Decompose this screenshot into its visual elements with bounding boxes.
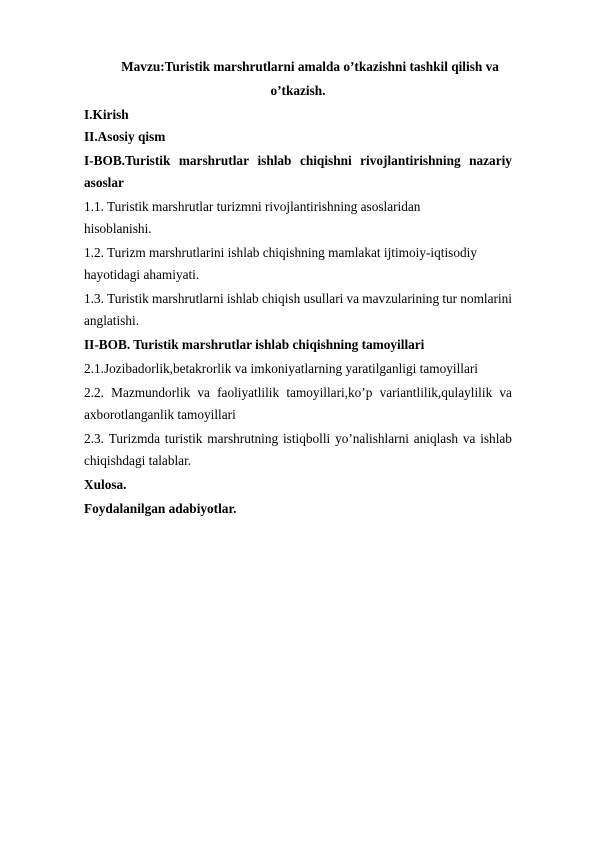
word: mavzularining xyxy=(362,291,440,306)
word: aniqlash xyxy=(413,431,459,446)
toc-section-1-2-line-2: hayotidagi ahamiyati. xyxy=(84,267,200,282)
word: ishlab xyxy=(257,153,292,168)
word: Turizmda xyxy=(108,431,160,446)
word: nazariy xyxy=(469,153,512,168)
toc-section-1-2-line-1: 1.2. Turizm marshrutlarini ishlab chiqishning mamlakat ijtimoiy-iqtisodiy xyxy=(84,245,477,260)
word: 2.2. xyxy=(84,385,104,400)
word: ishlab xyxy=(226,291,259,306)
word: chiqish xyxy=(261,291,301,306)
toc-chapter-2: II-BOB. Turistik marshrutlar ishlab chiqishning tamoyillari xyxy=(84,337,425,352)
word: va xyxy=(462,431,476,446)
word: chiqishni xyxy=(299,153,352,168)
word: turistik xyxy=(164,431,203,446)
word: yo’nalishlarni xyxy=(335,431,409,446)
word: istiqbolli xyxy=(282,431,331,446)
toc-section-2-2-line-1 xyxy=(84,382,512,404)
toc-chapter-1-line-1 xyxy=(84,150,512,172)
document-title-line-1: Mavzu:Turistik marshrutlarni amalda o’tkazishni tashkil qilish va xyxy=(121,59,499,74)
word: variantlilik,qulaylilik xyxy=(379,385,493,400)
toc-section-1-1-line-1: 1.1. Turistik marshrutlar turizmni rivojlantirishning asoslaridan xyxy=(84,199,421,214)
toc-section-1-3-line-1 xyxy=(84,288,512,310)
word: usullari xyxy=(303,291,344,306)
word: tamoyillari,ko’p xyxy=(286,385,373,400)
word: faoliyatlilik xyxy=(217,385,280,400)
toc-section-2-1: 2.1.Jozibadorlik,betakrorlik va imkoniyatlarning yaratilganligi tamoyillari xyxy=(84,361,479,376)
word: ishlab xyxy=(480,431,512,446)
document-title-line-2: o’tkazish. xyxy=(270,83,326,98)
toc-xulosa: Xulosa. xyxy=(84,477,127,492)
toc-adabiyotlar: Foydalanilgan adabiyotlar. xyxy=(84,501,237,516)
toc-kirish: I.Kirish xyxy=(84,107,129,122)
word: nomlarini xyxy=(460,291,512,306)
toc-section-2-2-line-2: axborotlanganlik tamoyillari xyxy=(84,407,236,422)
word: va xyxy=(197,385,210,400)
toc-section-2-3-line-1 xyxy=(84,428,512,450)
word: marshrutning xyxy=(207,431,279,446)
word: Turistik xyxy=(107,291,149,306)
word: marshrutlarni xyxy=(152,291,224,306)
word: Mazmundorlik xyxy=(111,385,191,400)
toc-section-1-1-line-2: hisoblanishi. xyxy=(84,221,152,236)
word: marshrutlar xyxy=(178,153,249,168)
toc-section-2-3-line-2: chiqishdagi talablar. xyxy=(84,453,192,468)
toc-asosiy-qism: II.Asosiy qism xyxy=(84,129,166,144)
word: va xyxy=(499,385,512,400)
word: I-BOB.Turistik xyxy=(84,153,171,168)
word: rivojlantirishning xyxy=(360,153,461,168)
word: 1.3. xyxy=(84,291,104,306)
toc-chapter-1-line-2: asoslar xyxy=(84,175,124,190)
word: va xyxy=(346,291,360,306)
toc-section-1-3-line-2: anglatishi. xyxy=(84,313,140,328)
word: 2.3. xyxy=(84,431,104,446)
word: tur xyxy=(442,291,458,306)
